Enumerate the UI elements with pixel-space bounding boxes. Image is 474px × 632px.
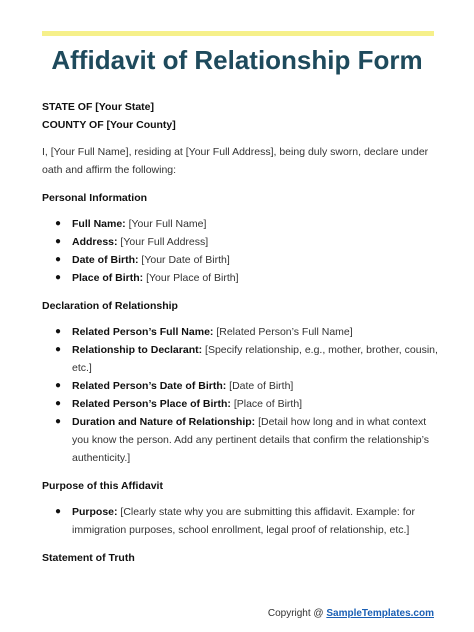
state-line: STATE OF [Your State] [42, 101, 154, 113]
bullet-icon: ● [55, 254, 62, 265]
list-item: ● Address: [Your Full Address] [42, 233, 442, 251]
list-item: ● Relationship to Declarant: [Specify relationship, e.g., mother, brother, cousin, etc.] [42, 341, 442, 377]
document-body [42, 98, 442, 567]
top-accent-bar [42, 31, 434, 36]
bullet-icon: ● [55, 326, 62, 337]
personal-info-list [42, 215, 442, 287]
bullet-icon: ● [55, 344, 62, 355]
declaration-list [42, 323, 442, 467]
list-item: ● Related Person’s Date of Birth: [Date of Birth] [42, 377, 442, 395]
copyright-footer [268, 608, 434, 619]
section-heading-purpose: Purpose of this Affidavit [42, 480, 163, 492]
list-item: ● Related Person’s Place of Birth: [Place of Birth] [42, 395, 442, 413]
section-heading-declaration: Declaration of Relationship [42, 300, 178, 312]
site-link[interactable]: SampleTemplates.com [326, 608, 434, 619]
bullet-icon: ● [55, 272, 62, 283]
purpose-list [42, 503, 442, 539]
section-heading-personal: Personal Information [42, 192, 148, 204]
bullet-icon: ● [55, 506, 62, 517]
bullet-icon: ● [55, 398, 62, 409]
intro-paragraph: I, [Your Full Name], residing at [Your Full Address], being duly sworn, declare under oath and affirm the following: [42, 146, 429, 176]
bullet-icon: ● [55, 236, 62, 247]
copyright-text: Copyright @ [267, 608, 327, 619]
list-item: ● Full Name: [Your Full Name] [42, 215, 442, 233]
bullet-icon: ● [55, 416, 62, 427]
bullet-icon: ● [55, 218, 62, 229]
list-item: ● Place of Birth: [Your Place of Birth] [42, 269, 442, 287]
list-item: ● Duration and Nature of Relationship: [Detail how long and in what context you know the person. Add any pertinent details that confirm the relationship’s authenticity.] [42, 413, 442, 467]
bullet-icon: ● [55, 380, 62, 391]
list-item: ● Purpose: [Clearly state why you are submitting this affidavit. Example: for immigration purposes, school enrollment, legal proof of relationship, etc.] [42, 503, 442, 539]
county-line: COUNTY OF [Your County] [42, 119, 176, 131]
section-heading-truth: Statement of Truth [42, 552, 135, 564]
list-item: ● Related Person’s Full Name: [Related Person’s Full Name] [42, 323, 442, 341]
list-item: ● Date of Birth: [Your Date of Birth] [42, 251, 442, 269]
document-title: Affidavit of Relationship Form [51, 45, 423, 75]
